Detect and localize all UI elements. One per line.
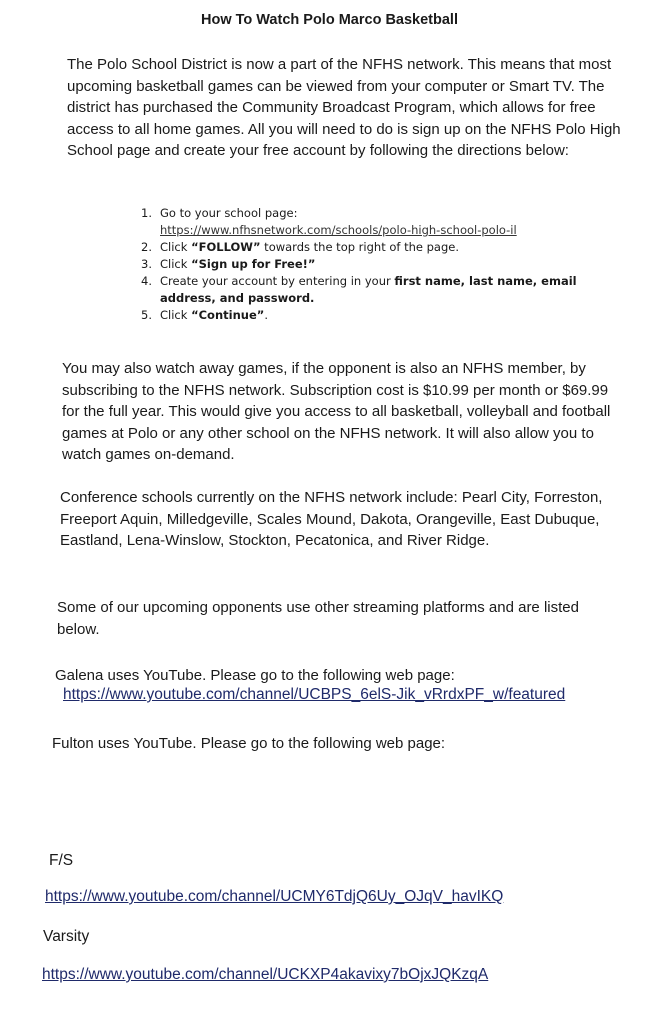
step-bold-text: “Continue” — [191, 308, 265, 322]
step-text: Click — [160, 257, 192, 271]
varsity-label: Varsity — [43, 928, 90, 945]
list-item — [115, 307, 635, 324]
away-games-paragraph: You may also watch away games, if the opponent is also an NFHS member, by subscribing to the NFHS network. Subscription cost is $10.99 per month or $69.99 for the full year. This would give you access to all basketball, volleyball and football games at Polo or any other school on the NFHS network. It will also allow you to watch games on-demand. — [62, 360, 611, 463]
step-text: towards the top right of the page. — [260, 240, 460, 254]
varsity-youtube-link[interactable]: https://www.youtube.com/channel/UCKXP4akavixy7bOjxJQKzqA — [42, 966, 489, 983]
opponents-paragraph: Some of our upcoming opponents use other streaming platforms and are listed below. — [57, 599, 579, 638]
fs-label: F/S — [49, 852, 74, 869]
conference-schools-paragraph: Conference schools currently on the NFHS network include: Pearl City, Forreston, Freeport Aquin, Milledgeville, Scales Mound, Dakota, Orangeville, East Dubuque, Eastland, Lena-Winslow, Stockton, Pecatonica, and River Ridge. — [60, 489, 603, 549]
step-text: Create your account by entering in your — [160, 274, 395, 288]
list-item — [115, 239, 635, 256]
step-number: 4. — [141, 274, 152, 288]
step-text: Go to your school page: — [160, 206, 298, 220]
step-text: Click — [160, 308, 192, 322]
list-item — [115, 273, 635, 307]
step-number: 2. — [141, 240, 152, 254]
fs-youtube-link[interactable]: https://www.youtube.com/channel/UCMY6TdjQ6Uy_OJqV_havIKQ — [45, 888, 504, 905]
intro-paragraph: The Polo School District is now a part of the NFHS network. This means that most upcoming basketball games can be viewed from your computer or Smart TV. The district has purchased the Community Broadcast Program, which allows for free access to all home games. All you will need to do is sign up on the NFHS Polo High School page and create your free account by following the directions below: — [67, 56, 621, 159]
step-number: 3. — [141, 257, 152, 271]
step-text: . — [264, 308, 268, 322]
galena-youtube-link[interactable]: https://www.youtube.com/channel/UCBPS_6elS-Jik_vRrdxPF_w/featured — [63, 686, 566, 703]
nfhs-school-link[interactable]: https://www.nfhsnetwork.com/schools/polo-high-school-polo-il — [160, 223, 517, 237]
page-title: How To Watch Polo Marco Basketball — [200, 12, 458, 28]
fulton-paragraph: Fulton uses YouTube. Please go to the following web page: — [52, 735, 446, 752]
step-bold-text: “Sign up for Free!” — [191, 257, 316, 271]
step-bold-text: “FOLLOW” — [191, 240, 261, 254]
step-number: 5. — [141, 308, 152, 322]
step-number: 1. — [141, 206, 152, 220]
signup-steps-list — [115, 205, 635, 324]
galena-paragraph: Galena uses YouTube. Please go to the following web page: — [55, 667, 455, 684]
step-text: Click — [160, 240, 192, 254]
list-item — [115, 256, 635, 273]
list-item — [115, 205, 635, 239]
step-bold-text: first name, last name, email address, and password. — [160, 274, 577, 305]
